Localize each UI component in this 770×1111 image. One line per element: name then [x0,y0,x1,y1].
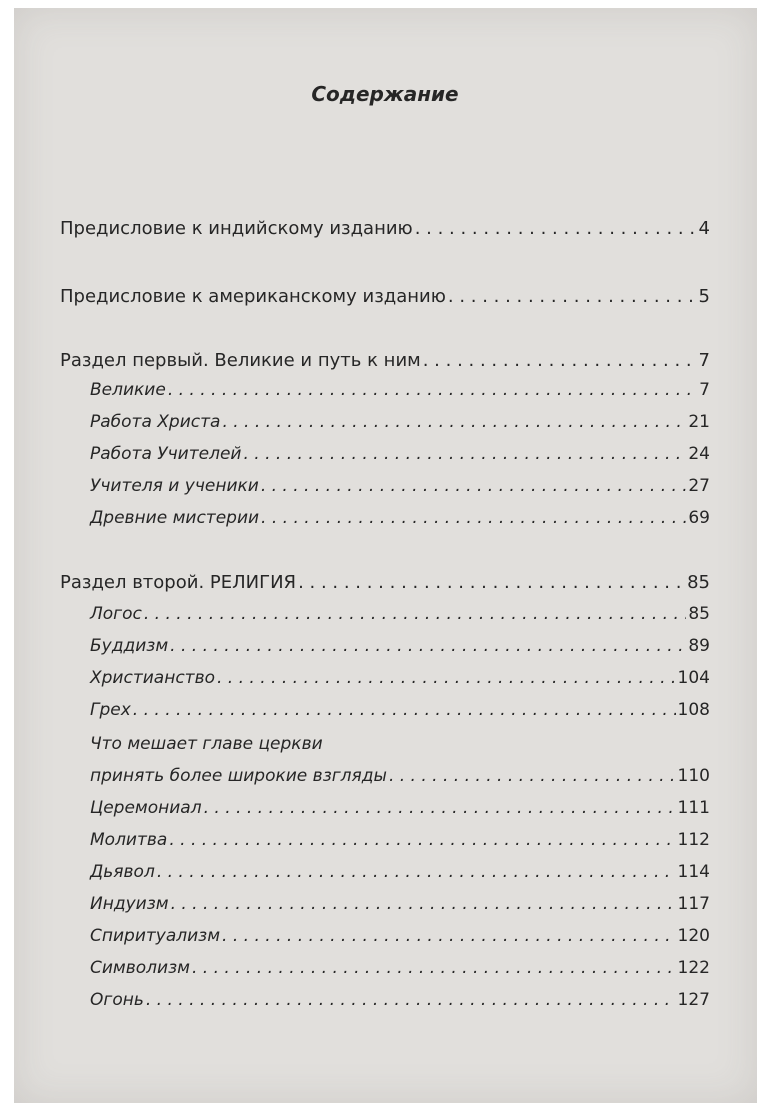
dot-leader [169,830,675,850]
dot-leader [423,350,697,371]
toc-entry-page: 21 [688,412,710,432]
dot-leader [261,476,687,496]
toc-entry-title: Логос [90,604,142,624]
dot-leader [192,958,676,978]
toc-entry [90,990,710,1010]
toc-entry-page: 117 [677,894,710,914]
toc-entry [90,798,710,818]
dot-leader [133,700,676,720]
toc-entry-title: Что мешает главе церкви [90,734,323,754]
toc-entry [90,380,710,400]
dot-leader [243,444,686,464]
toc-entry-title: Христианство [90,668,215,688]
dot-leader [157,862,676,882]
toc-entry-title: Великие [90,380,166,400]
toc-section-heading [60,572,710,593]
toc-entry-page: 85 [688,604,710,624]
toc-entry [90,894,710,914]
toc-entry-page: 108 [677,700,710,720]
toc-entry [90,508,710,528]
toc-entry-title: Грех [90,700,131,720]
toc-entry-title: Спиритуализм [90,926,221,946]
dot-leader [171,894,676,914]
toc-entry [90,958,710,978]
toc-entry [90,636,710,656]
toc-entry-page: 104 [677,668,710,688]
toc-entry [90,766,710,786]
toc-entry-title: Буддизм [90,636,169,656]
toc-entry-page: 85 [687,572,710,593]
toc-entry-page: 122 [677,958,710,978]
toc-entry-page: 89 [688,636,710,656]
toc-entry-page: 112 [677,830,710,850]
toc-entry [90,862,710,882]
toc-entry-page: 7 [699,380,710,400]
toc-entry-page: 27 [688,476,710,496]
dot-leader [222,926,676,946]
toc-entry-page: 114 [677,862,710,882]
toc-entry-page: 4 [698,218,710,239]
toc-entry-title: Раздел первый. Великие и путь к ним [60,350,421,371]
dot-leader [415,218,697,239]
toc-entry [90,668,710,688]
toc-entry-title: Работа Учителей [90,444,242,464]
toc-entry [90,926,710,946]
toc-entry-page: 110 [677,766,710,786]
toc-entry-title: Индуизм [90,894,169,914]
toc-entry-title: Раздел второй. РЕЛИГИЯ [60,572,297,593]
dot-leader [217,668,676,688]
toc-entry-page: 5 [698,286,710,307]
toc-entry-page: 24 [688,444,710,464]
dot-leader [261,508,686,528]
toc-entry-title: Церемониал [90,798,202,818]
toc-entry [60,286,710,307]
toc-entry-title: Символизм [90,958,190,978]
toc-entry [60,218,710,239]
toc-entry-title: Работа Христа [90,412,221,432]
dot-leader [170,636,686,656]
toc-entry-page: 69 [688,508,710,528]
page-title: Содержание [311,82,459,106]
dot-leader [298,572,685,593]
toc-entry-title: Предисловие к американскому изданию [60,286,446,307]
dot-leader [389,766,676,786]
toc-entry [90,444,710,464]
toc-entry [90,604,710,624]
toc-entry-title: Предисловие к индийскому изданию [60,218,413,239]
toc-entry-line1 [90,734,710,754]
toc-entry-title: Учителя и ученики [90,476,259,496]
toc-entry [90,412,710,432]
dot-leader [448,286,697,307]
toc-entry-title: принять более широкие взгляды [90,766,387,786]
dot-leader [204,798,676,818]
toc-entry-page: 127 [677,990,710,1010]
dot-leader [144,604,686,624]
toc-entry-title: Огонь [90,990,144,1010]
toc-entry-title: Молитва [90,830,168,850]
toc-section-heading [60,350,710,371]
toc-entry [90,476,710,496]
toc-entry [90,830,710,850]
toc-entry-page: 120 [677,926,710,946]
toc-entry [90,700,710,720]
toc-entry-page: 7 [698,350,710,371]
dot-leader [168,380,697,400]
dot-leader [222,412,686,432]
dot-leader [146,990,676,1010]
toc-entry-page: 111 [677,798,710,818]
toc-entry-title: Дьявол [90,862,155,882]
toc-entry-title: Древние мистерии [90,508,260,528]
